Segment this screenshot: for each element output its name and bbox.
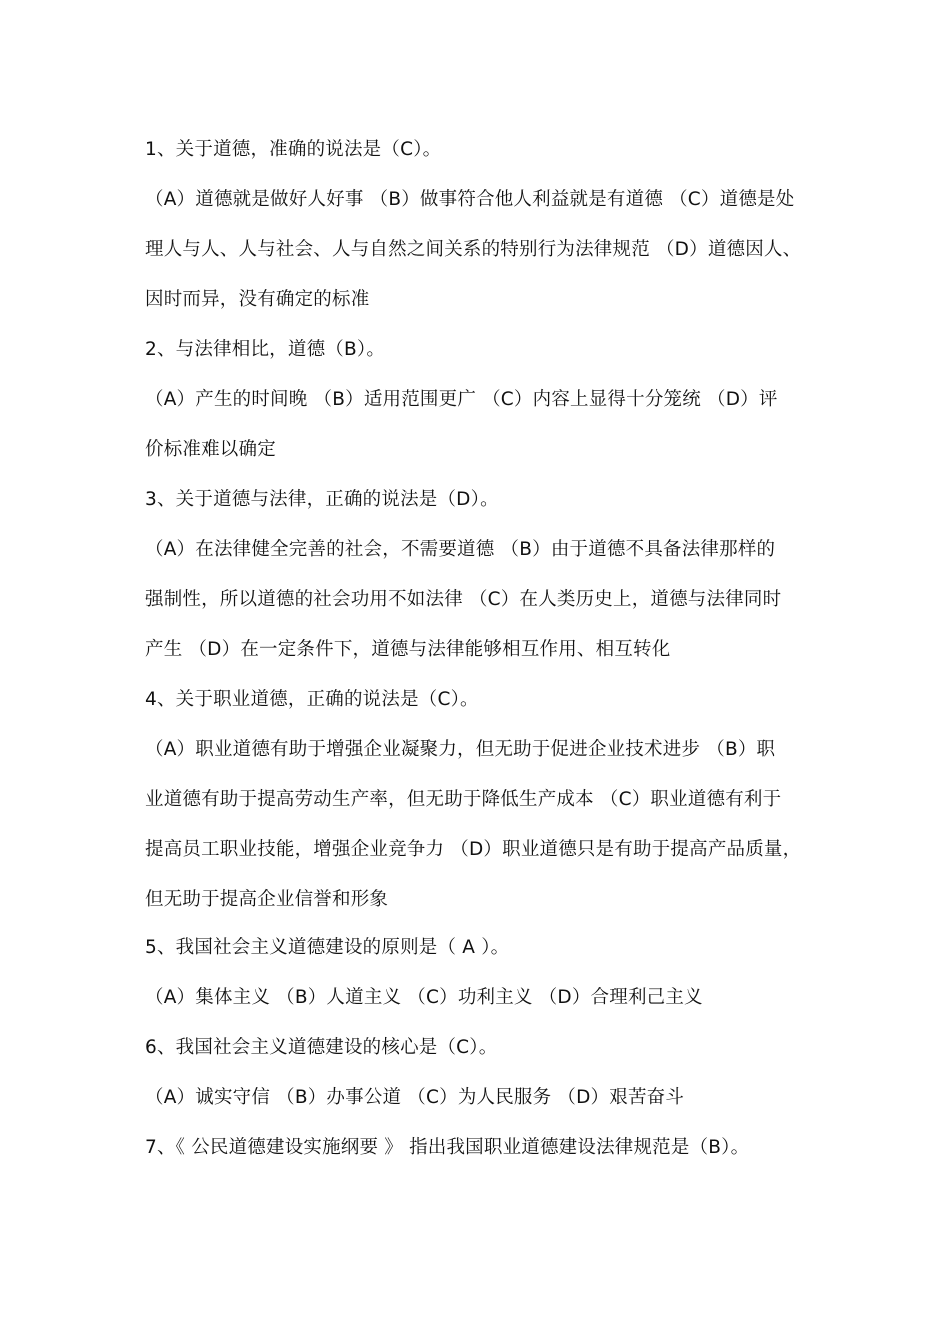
question-2-options-line-1: （A）产生的时间晚 （B）适用范围更广 （C）内容上显得十分笼统 （D）评 xyxy=(145,389,778,410)
question-4-options-line-2: 业道德有助于提高劳动生产率，但无助于降低生产成本 （C）职业道德有利于 xyxy=(145,789,782,810)
question-1-options-line-2: 理人与人、人与社会、人与自然之间关系的特别行为法律规范 （D）道德因人、 xyxy=(145,239,802,260)
question-3-stem: 3、关于道德与法律，正确的说法是（D）。 xyxy=(145,489,499,510)
question-6-options: （A）诚实守信 （B）办事公道 （C）为人民服务 （D）艰苦奋斗 xyxy=(145,1087,685,1108)
question-2-options-line-2: 价标准难以确定 xyxy=(145,439,276,460)
question-6-stem: 6、我国社会主义道德建设的核心是（C）。 xyxy=(145,1037,498,1058)
question-4-options-line-4: 但无助于提高企业信誉和形象 xyxy=(145,889,389,910)
question-2-stem: 2、与法律相比，道德（B）。 xyxy=(145,339,386,360)
question-1-options-line-3: 因时而异，没有确定的标准 xyxy=(145,289,370,310)
question-4-options-line-1: （A）职业道德有助于增强企业凝聚力，但无助于促进企业技术进步 （B）职 xyxy=(145,739,776,760)
question-1-stem: 1、关于道德，准确的说法是（C）。 xyxy=(145,139,442,160)
question-3-options-line-2: 强制性，所以道德的社会功用不如法律 （C）在人类历史上，道德与法律同时 xyxy=(145,589,782,610)
question-7-stem: 7、《 公民道德建设实施纲要 》 指出我国职业道德建设法律规范是（B）。 xyxy=(145,1137,750,1158)
question-3-options-line-1: （A）在法律健全完善的社会，不需要道德 （B）由于道德不具备法律那样的 xyxy=(145,539,776,560)
question-5-options: （A）集体主义 （B）人道主义 （C）功利主义 （D）合理利己主义 xyxy=(145,987,703,1008)
question-4-options-line-3: 提高员工职业技能，增强企业竞争力 （D）职业道德只是有助于提高产品质量， xyxy=(145,839,802,860)
question-3-options-line-3: 产生 （D）在一定条件下，道德与法律能够相互作用、相互转化 xyxy=(145,639,671,660)
question-5-stem: 5、我国社会主义道德建设的原则是（ A ）。 xyxy=(145,937,510,958)
question-1-options-line-1: （A）道德就是做好人好事 （B）做事符合他人利益就是有道德 （C）道德是处 xyxy=(145,189,795,210)
question-4-stem: 4、关于职业道德，正确的说法是（C）。 xyxy=(145,689,479,710)
